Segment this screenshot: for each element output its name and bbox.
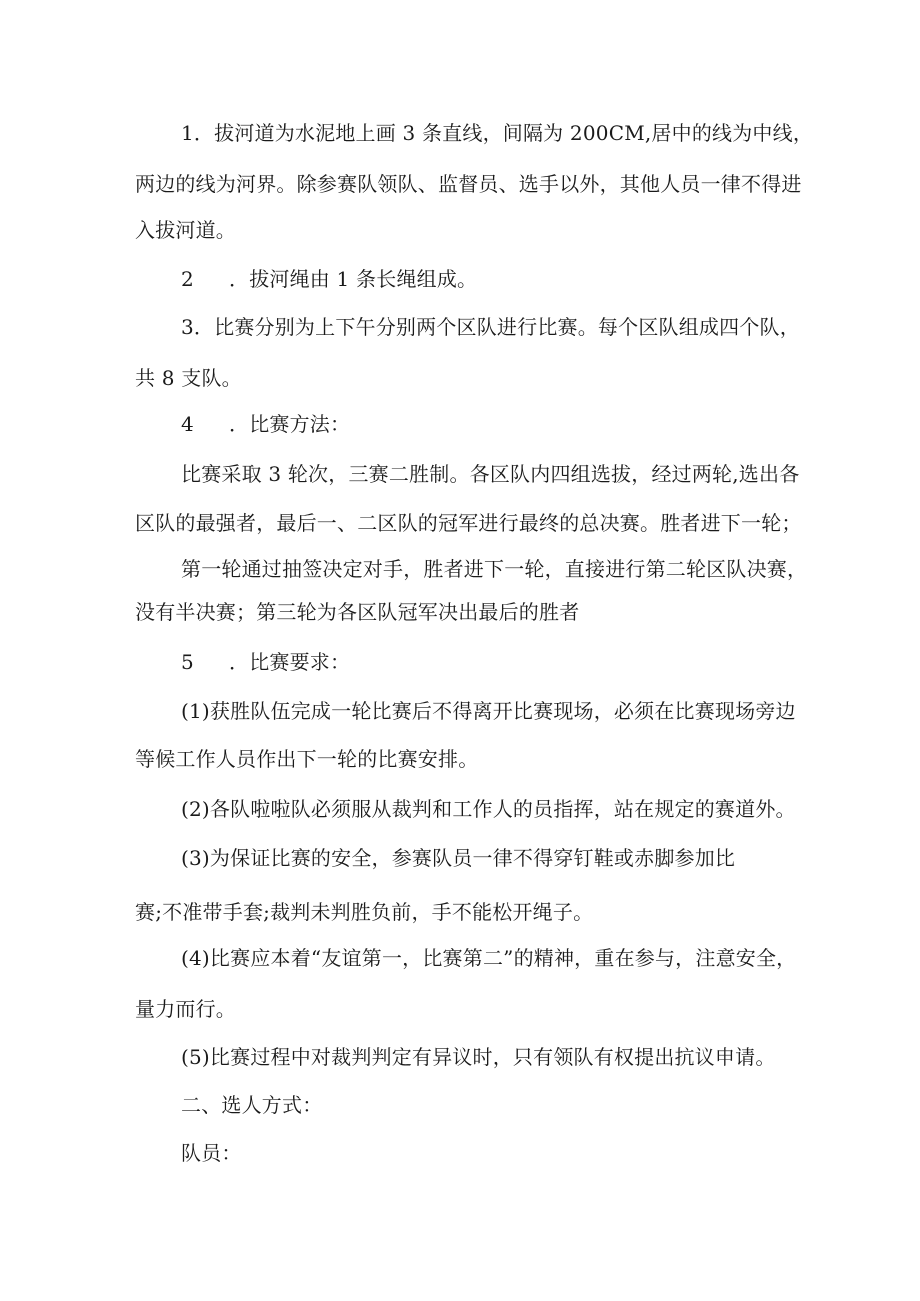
item2-number: 2 <box>181 267 194 291</box>
item4-number: 4 <box>181 412 194 436</box>
item4-para1-line2: 区队的最强者，最后一、二区队的冠军进行最终的总决赛。胜者进下一轮； <box>135 511 802 535</box>
item1-line1: 1．拔河道为水泥地上画 3 条直线，间隔为 200CM,居中的线为中线， <box>181 121 814 145</box>
members-label: 队员： <box>181 1141 242 1165</box>
section2-heading: 二、选人方式： <box>181 1093 323 1117</box>
item2 <box>181 267 477 291</box>
item1-line2: 两边的线为河界。除参赛队领队、监督员、选手以外，其他人员一律不得进 <box>135 172 802 196</box>
item2-text: ．拔河绳由 1 条长绳组成。 <box>229 267 478 291</box>
req3-line2: 赛;不准带手套;裁判未判胜负前，手不能松开绳子。 <box>135 900 594 924</box>
req4-line2: 量力而行。 <box>135 997 236 1021</box>
item4-para1-line1: 比赛采取 3 轮次，三赛二胜制。各区队内四组选拔，经过两轮,选出各 <box>181 462 800 486</box>
req5: (5)比赛过程中对裁判判定有异议时，只有领队有权提出抗议申请。 <box>181 1045 776 1069</box>
item5-number: 5 <box>181 650 194 674</box>
item4-para2-line1: 第一轮通过抽签决定对手，胜者进下一轮，直接进行第二轮区队决赛， <box>181 557 808 581</box>
req2: (2)各队啦啦队必须服从裁判和工作人的员指挥，站在规定的赛道外。 <box>181 797 796 821</box>
req4-line1: (4)比赛应本着“友谊第一，比赛第二”的精神，重在参与，注意安全， <box>181 946 797 970</box>
item1-line3: 入拔河道。 <box>135 218 236 242</box>
req3-line1: (3)为保证比赛的安全，参赛队员一律不得穿钉鞋或赤脚参加比 <box>181 846 736 870</box>
req1-line1: (1)获胜队伍完成一轮比赛后不得离开比赛现场，必须在比赛现场旁边 <box>181 699 796 723</box>
item5-heading <box>181 650 350 674</box>
item4-heading <box>181 412 350 436</box>
item3-line1: 3．比赛分别为上下午分别两个区队进行比赛。每个区队组成四个队， <box>181 315 800 339</box>
item5-text: ．比赛要求： <box>229 650 351 674</box>
item3-line2: 共 8 支队。 <box>135 366 242 390</box>
item4-text: ．比赛方法： <box>229 412 351 436</box>
item4-para2-line2: 没有半决赛；第三轮为各区队冠军决出最后的胜者 <box>135 600 580 624</box>
req1-line2: 等候工作人员作出下一轮的比赛安排。 <box>135 747 479 771</box>
